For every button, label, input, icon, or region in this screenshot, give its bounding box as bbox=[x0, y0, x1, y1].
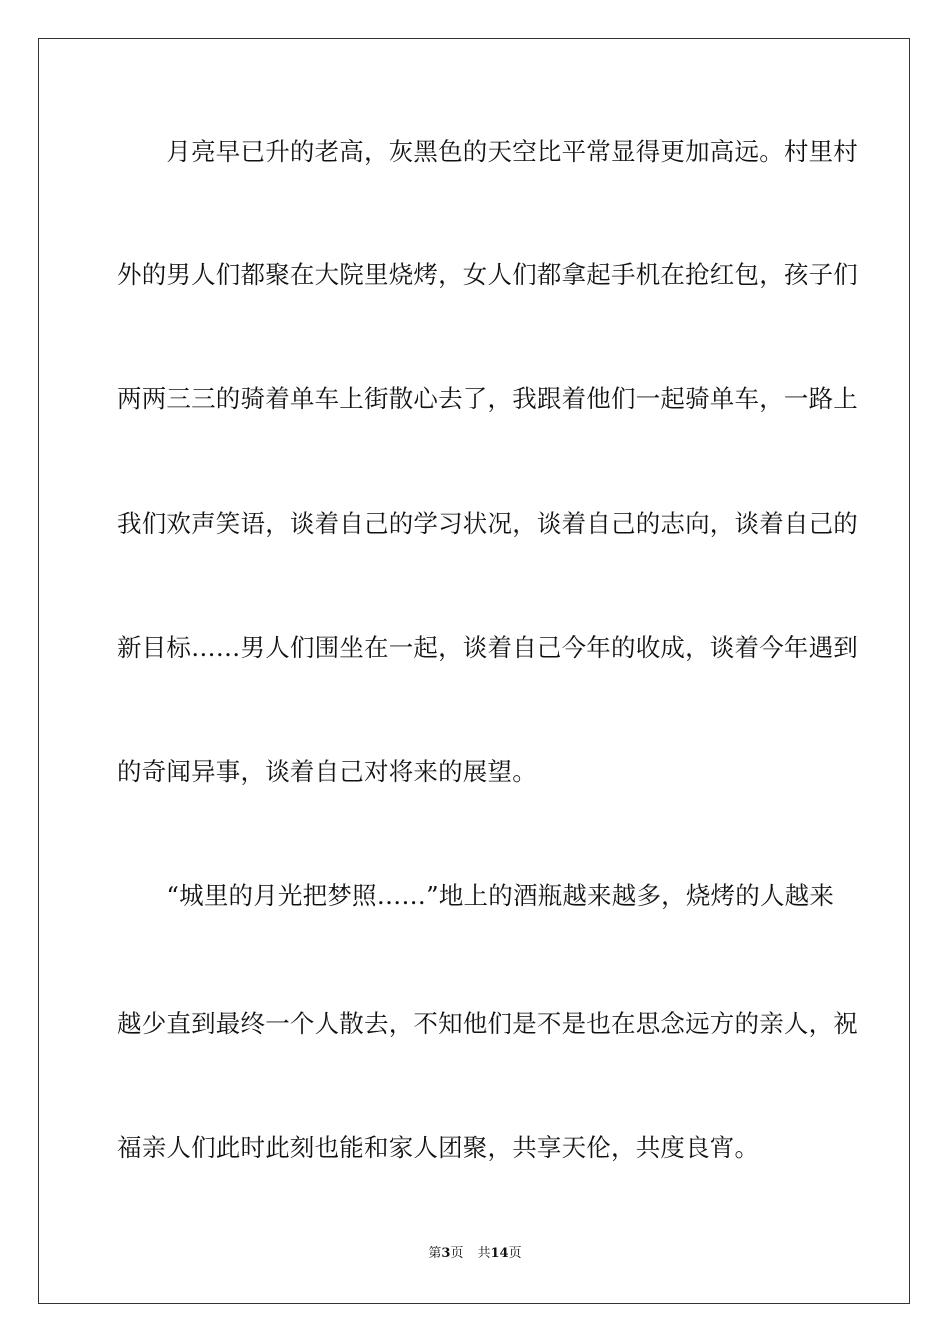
text-line-5: 新目标……男人们围坐在一起，谈着自己今年的收成，谈着今年遇到 bbox=[117, 633, 858, 662]
page-footer bbox=[0, 1245, 950, 1263]
total-prefix: 共 bbox=[477, 1246, 491, 1261]
text-line-9: 福亲人们此时此刻也能和家人团聚，共享天伦，共度良宵。 bbox=[117, 1133, 760, 1162]
text-line-8: 越少直到最终一个人散去，不知他们是不是也在思念远方的亲人，祝 bbox=[117, 1009, 858, 1038]
total-page-count: 14 bbox=[490, 1246, 509, 1261]
text-line-2: 外的男人们都聚在大院里烧烤，女人们都拿起手机在抢红包，孩子们 bbox=[117, 260, 858, 289]
page-prefix: 第 bbox=[428, 1246, 442, 1261]
page-border bbox=[38, 38, 910, 1304]
text-line-6: 的奇闻异事，谈着自己对将来的展望。 bbox=[117, 757, 537, 786]
text-line-3: 两两三三的骑着单车上街散心去了，我跟着他们一起骑单车，一路上 bbox=[117, 384, 858, 413]
text-line-4: 我们欢声笑语，谈着自己的学习状况，谈着自己的志向，谈着自己的 bbox=[117, 509, 858, 538]
text-line-7: “城里的月光把梦照……”地上的酒瓶越来越多，烧烤的人越来 bbox=[117, 881, 835, 910]
page-suffix: 页 bbox=[450, 1246, 464, 1261]
text-line-1: 月亮早已升的老高，灰黑色的天空比平常显得更加高远。村里村 bbox=[117, 137, 858, 166]
total-suffix: 页 bbox=[508, 1246, 522, 1261]
page-number: 3 bbox=[441, 1246, 451, 1261]
